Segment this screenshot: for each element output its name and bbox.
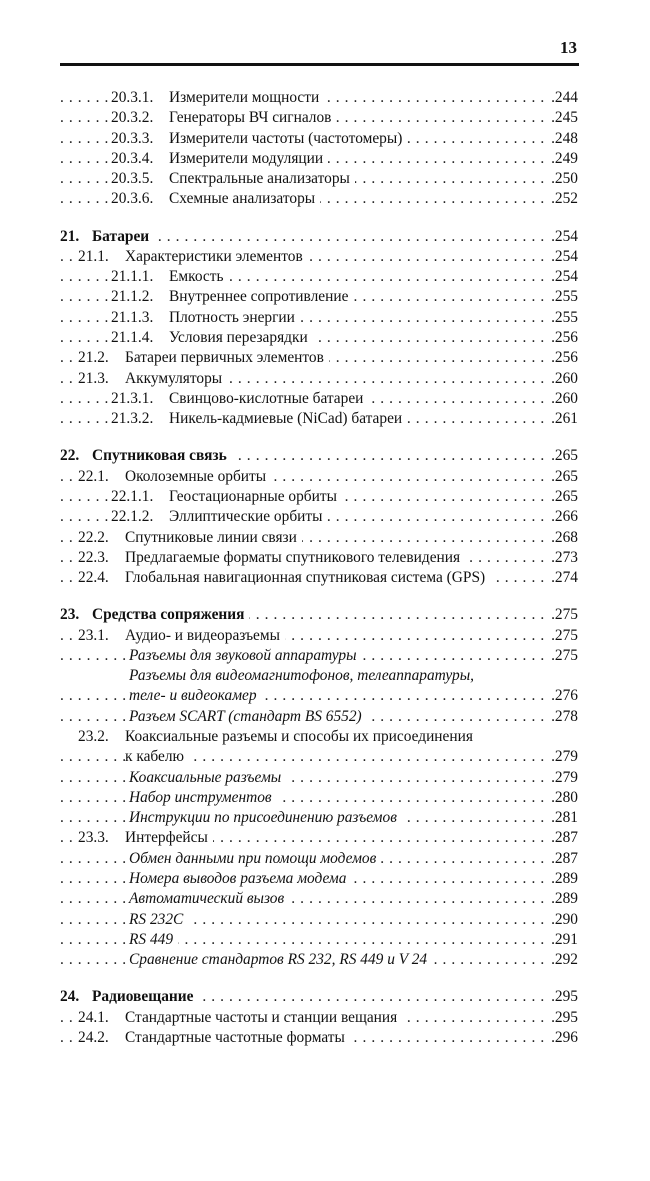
toc-entry-title: Условия перезарядки — [169, 329, 308, 347]
toc-entry — [60, 869, 578, 889]
toc-entry-number: 20.3.4. — [111, 149, 154, 167]
toc-entry-page: .274 — [546, 568, 578, 588]
toc-entry-title: Околоземные орбиты — [125, 467, 267, 485]
toc-entry-page: .289 — [546, 889, 578, 909]
toc-entry-title: Внутреннее сопротивление — [169, 288, 349, 306]
toc-entry-title: Спектральные анализаторы — [169, 170, 350, 188]
toc-entry-page: .296 — [546, 1028, 578, 1048]
toc-entry-page: .276 — [546, 686, 578, 706]
toc-entry-page: .265 — [546, 446, 578, 466]
toc-entry-title: Батареи — [92, 227, 150, 245]
toc-entry-page: .291 — [546, 930, 578, 950]
toc-entry-title: RS 449 — [129, 930, 174, 948]
toc-entry — [60, 910, 578, 930]
toc-entry-page: .273 — [546, 548, 578, 568]
toc-entry-page: .292 — [546, 950, 578, 970]
toc-entry-page: .275 — [546, 646, 578, 666]
toc-entry-page: .254 — [546, 247, 578, 267]
toc-entry-page: .252 — [546, 189, 578, 209]
toc-entry-title: Никель-кадмиевые (NiCad) батареи — [169, 410, 403, 428]
toc-entry — [60, 987, 578, 1007]
toc-entry-number: 21.3.1. — [111, 389, 154, 407]
toc-entry-page: .280 — [546, 788, 578, 808]
toc-entry-page: .289 — [546, 869, 578, 889]
toc-entry-title: Плотность энергии — [169, 308, 295, 326]
toc-entry — [60, 409, 578, 429]
toc-entry — [60, 389, 578, 409]
toc-entry — [60, 828, 578, 848]
toc-entry-page: .278 — [546, 707, 578, 727]
toc-entry-number: 23.3. — [78, 829, 109, 847]
toc-entry-page: .260 — [546, 389, 578, 409]
toc-entry-title: Измерители частоты (частотомеры) — [169, 129, 403, 147]
toc-entry-title: Измерители модуляции — [169, 149, 324, 167]
toc-entry-number: 20.3.2. — [111, 109, 154, 127]
toc-entry-number: 22.2. — [78, 528, 109, 546]
toc-entry-title: Глобальная навигационная спутниковая система (GPS) — [125, 569, 486, 587]
toc-entry-number: 24.1. — [78, 1008, 109, 1026]
toc-entry — [60, 129, 578, 149]
toc-entry-page: .265 — [546, 487, 578, 507]
toc-entry-number: 22.1.1. — [111, 487, 154, 505]
toc-entry — [60, 568, 578, 588]
toc-entry — [60, 308, 578, 328]
toc-entry — [60, 768, 578, 788]
toc-entry-title: Инструкции по присоединению разъемов — [129, 809, 397, 827]
toc-entry-title: Коаксиальные разъемы и способы их присоединения — [125, 728, 473, 745]
toc-entry-title: Емкость — [169, 268, 224, 286]
toc-entry-title: Коаксиальные разъемы — [129, 768, 282, 786]
toc-entry — [60, 605, 578, 625]
toc-entry-page: .287 — [546, 828, 578, 848]
toc-entry — [60, 88, 578, 108]
toc-entry-page: .245 — [546, 108, 578, 128]
toc-entry-page: .254 — [546, 227, 578, 247]
toc-entry-number: 21.1. — [78, 247, 109, 265]
toc-entry-page: .250 — [546, 169, 578, 189]
toc-entry-title: Предлагаемые форматы спутникового телевидения — [125, 548, 461, 566]
toc-entry-page: .295 — [546, 1008, 578, 1028]
toc-entry-title: Свинцово-кислотные батареи — [169, 389, 364, 407]
toc-entry-page: .290 — [546, 910, 578, 930]
toc-entry — [60, 889, 578, 909]
toc-entry-page: .295 — [546, 987, 578, 1007]
toc-entry-title: Спутниковая связь — [92, 447, 227, 465]
toc-entry — [60, 747, 578, 767]
toc-entry-page: .260 — [546, 369, 578, 389]
toc-entry-number: 21.3. — [78, 369, 109, 387]
toc-entry-number: 22.4. — [78, 569, 109, 587]
toc-entry-number: 21.2. — [78, 349, 109, 367]
toc-entry-number: 20.3.3. — [111, 129, 154, 147]
toc-entry-page: .261 — [546, 409, 578, 429]
toc-entry-page: .279 — [546, 768, 578, 788]
toc-entry-title: Эллиптические орбиты — [169, 508, 323, 526]
toc-entry — [60, 528, 578, 548]
toc-entry-number: 24.2. — [78, 1028, 109, 1046]
header-rule — [60, 63, 579, 66]
toc-entry-number: 21. — [60, 227, 80, 245]
toc-entry-page: .256 — [546, 328, 578, 348]
toc-entry-page: .244 — [546, 88, 578, 108]
toc-entry-page: .287 — [546, 849, 578, 869]
toc-entry — [60, 507, 578, 527]
toc-entry-page: .281 — [546, 808, 578, 828]
toc-entry-title: Аккумуляторы — [125, 369, 223, 387]
toc-entry-title: Батареи первичных элементов — [125, 349, 324, 367]
toc-entry — [60, 1028, 578, 1048]
toc-entry-number: 20.3.5. — [111, 170, 154, 188]
toc-entry-number: 20.3.6. — [111, 190, 154, 208]
toc-entry-number: 22.1. — [78, 467, 109, 485]
toc-entry-title: к кабелю — [125, 748, 185, 766]
toc-entry — [60, 666, 578, 686]
toc-entry — [60, 267, 578, 287]
toc-entry-title: Интерфейсы — [125, 829, 208, 847]
toc-entry-page: .248 — [546, 129, 578, 149]
toc-entry — [60, 487, 578, 507]
toc-entry — [60, 686, 578, 706]
toc-entry-page: .256 — [546, 348, 578, 368]
toc-entry-title: теле- и видеокамер — [129, 687, 257, 705]
toc-entry-title: Генераторы ВЧ сигналов — [169, 109, 332, 127]
toc-entry-number: 21.1.3. — [111, 308, 154, 326]
toc-entry-page: .249 — [546, 149, 578, 169]
toc-entry — [60, 149, 578, 169]
toc-entry-title: RS 232C — [129, 910, 184, 928]
toc-entry-title: Характеристики элементов — [125, 247, 303, 265]
toc-entry-title: Аудио- и видеоразъемы — [125, 626, 280, 644]
toc-entry-title: Номера выводов разъема модема — [129, 870, 347, 888]
toc-entry-page: .266 — [546, 507, 578, 527]
toc-entry-number: 20.3.1. — [111, 89, 154, 106]
toc-entry — [60, 646, 578, 666]
toc-entry-title: Схемные анализаторы — [169, 190, 316, 208]
toc-entry-page: .254 — [546, 267, 578, 287]
toc-entry — [60, 247, 578, 267]
toc-entry — [60, 707, 578, 727]
toc-entry-title: Разъемы для звуковой аппаратуры — [129, 646, 357, 664]
table-of-contents — [60, 88, 578, 1048]
toc-entry-title: Спутниковые линии связи — [125, 528, 297, 546]
toc-entry-title: Стандартные частоты и станции вещания — [125, 1008, 398, 1026]
toc-entry-number: 23.2. — [78, 728, 109, 745]
toc-entry-page: .268 — [546, 528, 578, 548]
toc-entry-title: Средства сопряжения — [92, 606, 245, 624]
toc-entry — [60, 727, 578, 747]
toc-entry-title: Геостационарные орбиты — [169, 487, 337, 505]
toc-entry-number: 21.1.1. — [111, 268, 154, 286]
toc-entry — [60, 467, 578, 487]
toc-entry-number: 21.3.2. — [111, 410, 154, 428]
toc-entry-number: 21.1.2. — [111, 288, 154, 306]
toc-entry — [60, 950, 578, 970]
toc-entry — [60, 548, 578, 568]
toc-entry — [60, 348, 578, 368]
toc-entry — [60, 788, 578, 808]
toc-entry — [60, 108, 578, 128]
toc-entry-number: 22.3. — [78, 548, 109, 566]
toc-entry — [60, 227, 578, 247]
toc-entry — [60, 328, 578, 348]
toc-entry — [60, 189, 578, 209]
toc-entry-number: 23.1. — [78, 626, 109, 644]
toc-entry — [60, 930, 578, 950]
toc-entry-title: Радиовещание — [92, 988, 194, 1006]
toc-entry-page: .275 — [546, 626, 578, 646]
toc-entry — [60, 849, 578, 869]
page-number: 13 — [560, 38, 577, 57]
toc-entry-title: Автоматический вызов — [129, 890, 285, 908]
toc-entry-page: .255 — [546, 287, 578, 307]
toc-entry — [60, 626, 578, 646]
toc-entry-page: .275 — [546, 605, 578, 625]
toc-entry-title: Обмен данными при помощи модемов — [129, 849, 377, 867]
toc-entry-number: 21.1.4. — [111, 329, 154, 347]
toc-entry — [60, 1008, 578, 1028]
toc-entry — [60, 287, 578, 307]
toc-entry-title: Набор инструментов — [129, 788, 272, 806]
toc-entry-number: 23. — [60, 606, 80, 624]
toc-entry-number: 22. — [60, 447, 80, 465]
toc-entry — [60, 169, 578, 189]
toc-entry-page: .265 — [546, 467, 578, 487]
toc-entry-number: 24. — [60, 988, 80, 1006]
toc-entry-title: Разъемы для видеомагнитофонов, телеаппаратуры, — [129, 667, 474, 685]
toc-entry-title: Разъем SCART (стандарт BS 6552) — [129, 707, 362, 725]
toc-entry-title: Сравнение стандартов RS 232, RS 449 и V 24 — [129, 951, 428, 969]
toc-entry — [60, 446, 578, 466]
toc-entry — [60, 369, 578, 389]
toc-entry-page: .279 — [546, 747, 578, 767]
toc-entry-title: Измерители мощности — [169, 89, 320, 106]
toc-entry-number: 22.1.2. — [111, 508, 154, 526]
toc-entry-page: .255 — [546, 308, 578, 328]
toc-entry — [60, 808, 578, 828]
toc-entry-title: Стандартные частотные форматы — [125, 1028, 345, 1046]
